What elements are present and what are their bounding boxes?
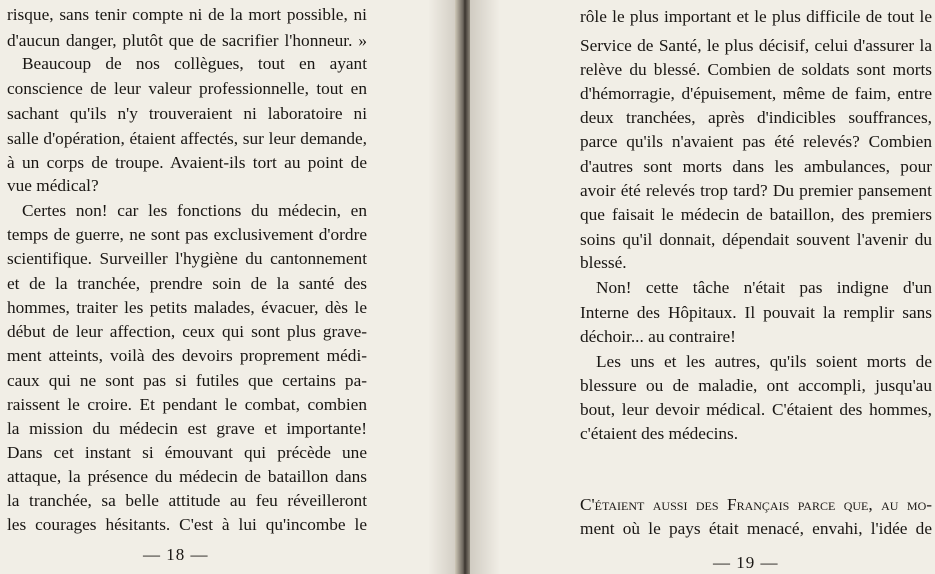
left-page-shadow (428, 0, 458, 574)
left-line-5: sachant qu'ils n'y trouveraient ni laboratoire ni (7, 104, 367, 123)
left-line-3: Beaucoup de nos collègues, tout en ayant (22, 54, 367, 73)
right-line-12: Non! cette tâche n'était pas indigne d'un (596, 278, 932, 297)
right-line-13: Interne des Hôpitaux. Il pouvait la remplir sans (580, 303, 932, 322)
right-line-3: relève du blessé. Combien de soldats sont morts (580, 60, 932, 79)
left-line-11: scientifique. Surveiller l'hygiène du cantonnement (7, 249, 367, 268)
left-line-15: ment atteints, voilà des devoirs proprement médi- (7, 346, 367, 365)
left-line-18: la mission du médecin est grave et importante! (7, 419, 367, 438)
right-line-19: C'étaient aussi des Français parce que, au mo- (580, 495, 932, 514)
left-line-2: d'aucun danger, plutôt que de sacrifier l'honneur. » (7, 31, 367, 50)
right-line-1: rôle le plus important et le plus difficile de tout le (580, 7, 932, 26)
right-line-7: d'autres sont morts dans les ambulances, pour (580, 157, 932, 176)
left-line-6: salle d'opération, étaient affectés, sur leur demande, (7, 129, 367, 148)
left-line-8: vue médical? (7, 176, 99, 195)
right-line-10: soins qu'il donnait, dépendait souvent l'avenir du (580, 230, 932, 249)
right-line-8: avoir été relevés trop tard? Du premier pansement (580, 181, 932, 200)
right-line-14: déchoir... au contraire! (580, 327, 736, 346)
right-page (470, 0, 935, 574)
right-line-16: blessure ou de maladie, ont accompli, jusqu'au (580, 376, 932, 395)
right-line-5: deux tranchées, après d'indicibles souffrances, (580, 108, 932, 127)
right-line-11: blessé. (580, 253, 627, 272)
right-line-15: Les uns et les autres, qu'ils soient morts de (596, 352, 932, 371)
left-line-12: et de la tranchée, prendre soin de la santé des (7, 274, 367, 293)
left-line-10: temps de guerre, ne sont pas exclusivement d'ordre (7, 225, 367, 244)
left-line-9: Certes non! car les fonctions du médecin, en (22, 201, 367, 220)
left-page (0, 0, 458, 574)
right-line-18: c'étaient des médecins. (580, 424, 739, 443)
right-page-number: — 19 — (713, 553, 779, 572)
left-line-20: attaque, la présence du médecin de bataillon dans (7, 467, 367, 486)
left-line-13: hommes, traiter les petits malades, évacuer, dès le (7, 298, 367, 317)
left-line-19: Dans cet instant si émouvant qui précède une (7, 443, 367, 462)
right-line-4: d'hémorragie, d'épuisement, même de faim, entre (580, 84, 932, 103)
right-line-20: ment où le pays était menacé, envahi, l'idée de (580, 519, 932, 538)
left-line-4: conscience de leur valeur professionnelle, tout en (7, 79, 367, 98)
left-line-17: raissent le croire. Et pendant le combat, combien (7, 395, 367, 414)
left-line-21: la tranchée, sa belle attitude au feu réveilleront (7, 491, 367, 510)
right-line-2: Service de Santé, le plus décisif, celui d'assurer la (580, 36, 932, 55)
left-line-7: à un corps de troupe. Avaient-ils tort au point de (7, 153, 367, 172)
right-line-6: parce qu'ils n'avaient pas été relevés? Combien (580, 132, 932, 151)
right-line-17: bout, leur devoir médical. C'étaient des hommes, (580, 400, 932, 419)
right-line-9: que faisait le médecin de bataillon, des premiers (580, 205, 932, 224)
left-line-14: début de leur affection, ceux qui sont plus grave- (7, 322, 367, 341)
left-page-number: — 18 — (143, 545, 209, 564)
left-line-16: caux qui ne sont pas si futiles que certains pa- (7, 371, 367, 390)
right-page-shadow (470, 0, 500, 574)
left-line-22: les courages hésitants. C'est à lui qu'incombe le (7, 515, 367, 534)
left-line-1: risque, sans tenir compte ni de la mort possible, ni (7, 5, 367, 24)
